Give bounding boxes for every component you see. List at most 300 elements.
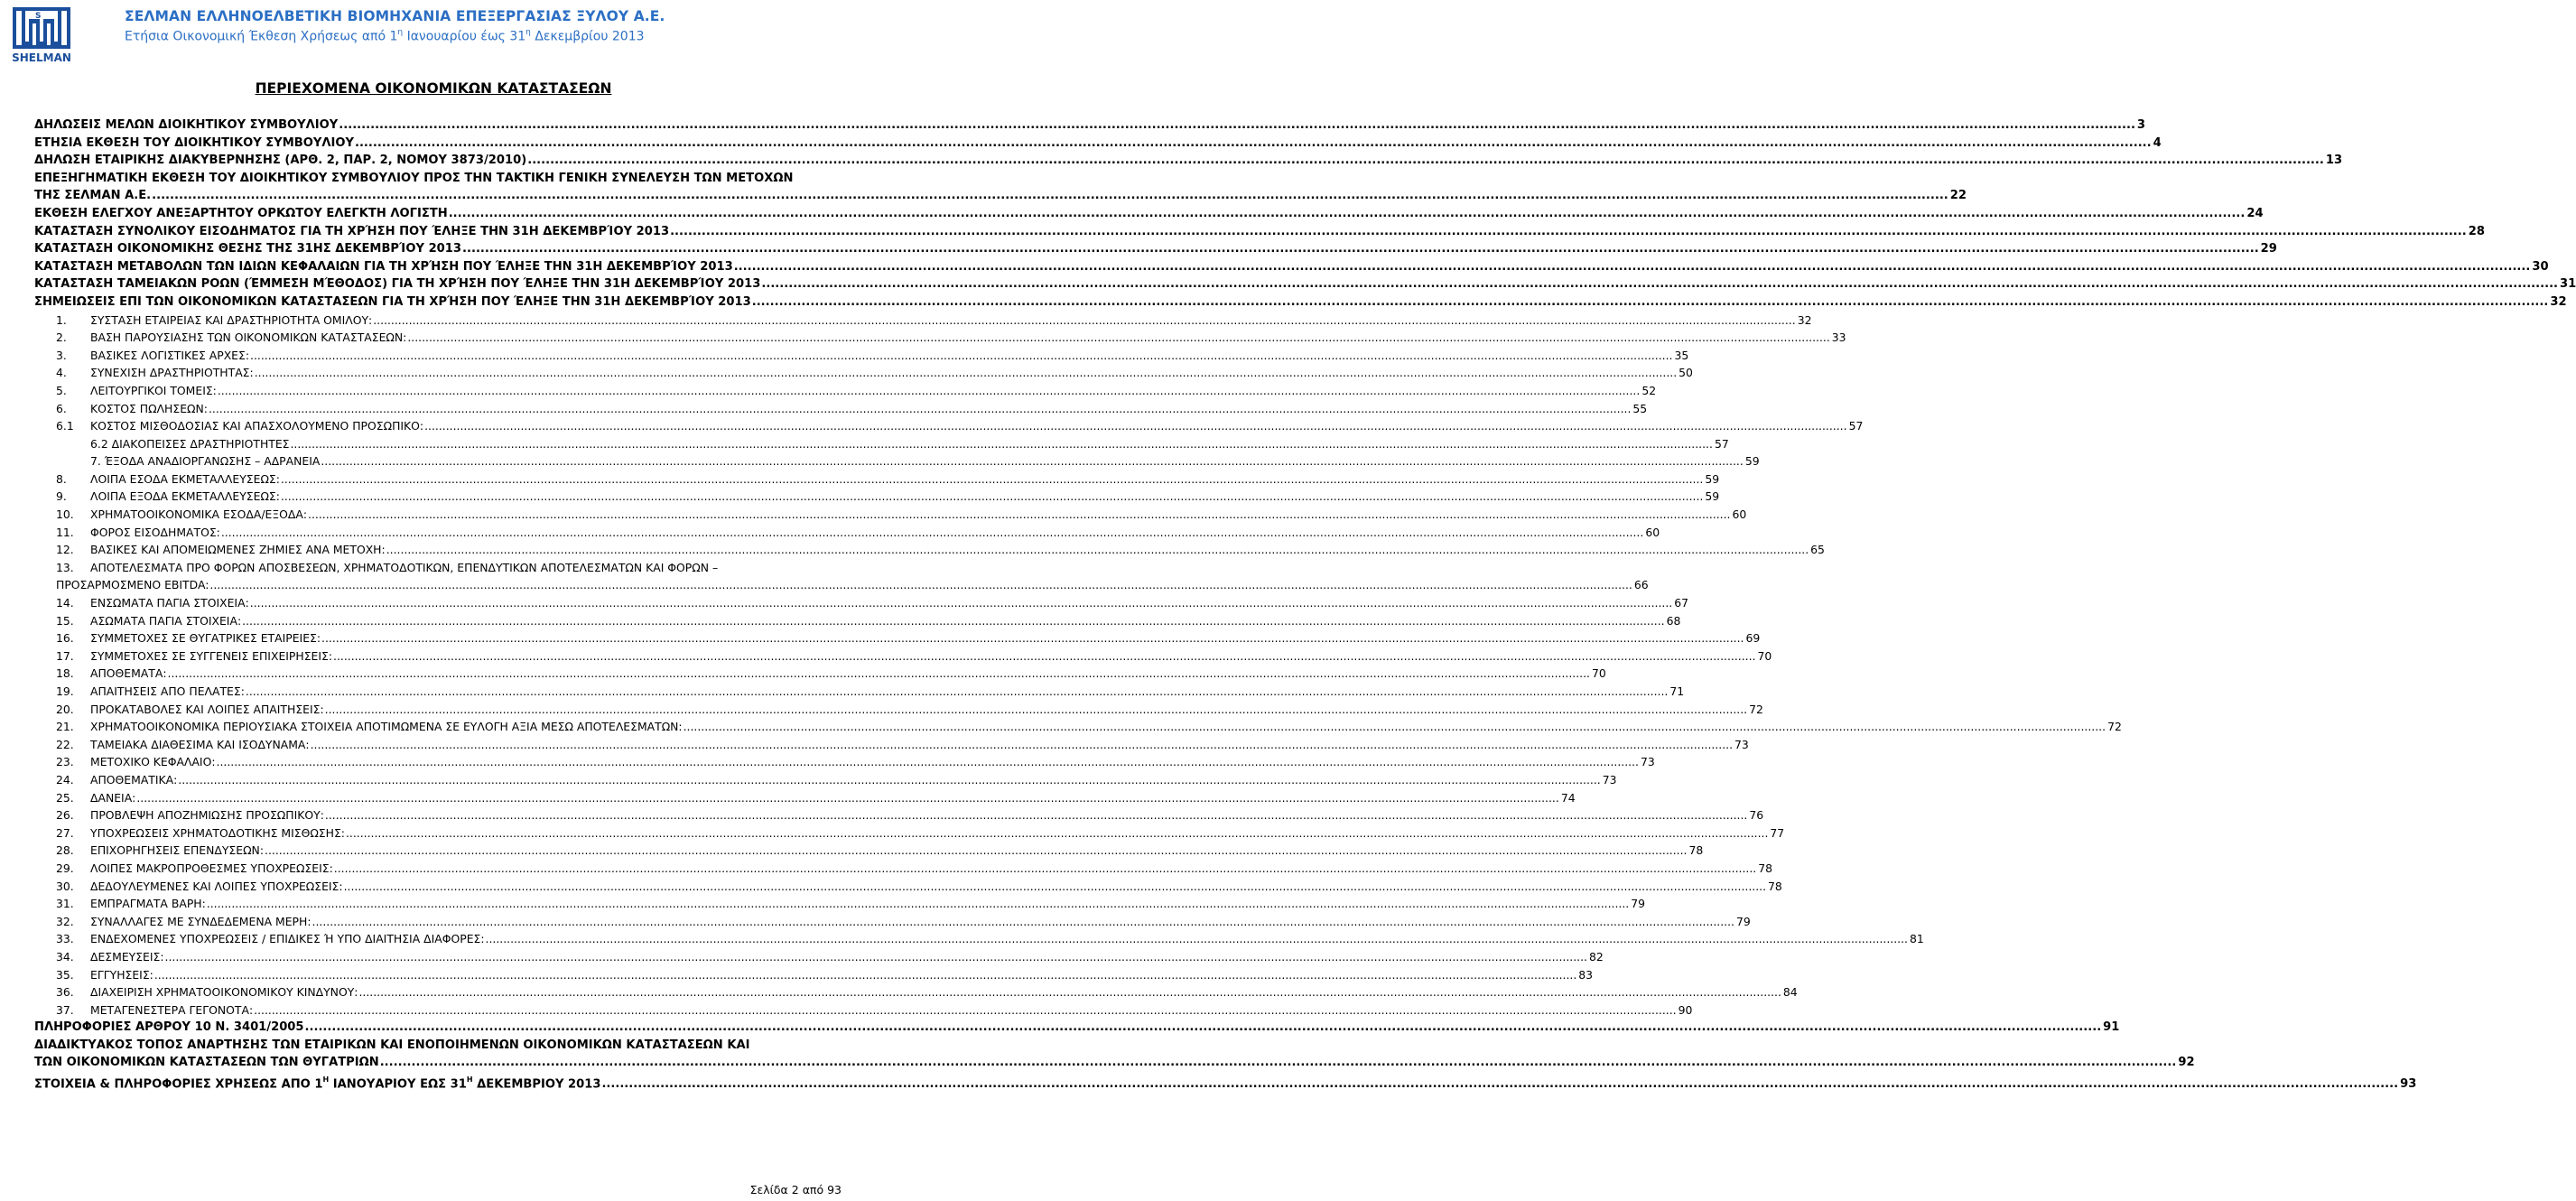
toc-entry[interactable] (34, 701, 1763, 719)
toc-entry-line (90, 789, 1576, 807)
toc-entry[interactable] (34, 135, 2162, 153)
toc-entry[interactable] (34, 736, 1749, 754)
toc-dot-leader: ................................................................................................................................................................................................................................................................................................................................................................................................................ (339, 118, 2135, 132)
toc-entry-line (34, 152, 2343, 170)
toc-entry[interactable] (34, 948, 1604, 966)
toc-entry-text: ΣΗΜΕΙΩΣΕΙΣ ΕΠΙ ΤΩΝ ΟΙΚΟΝΟΜΙΚΩΝ ΚΑΤΑΣΤΑΣΕΩΝ ΓΙΑ ΤΗ ΧΡΉΣΗ ΠΟΥ ΈΛΗΞΕ ΤΗΝ 31Η ΔΕΚΕΜΒΡΊΟΥ 2013 (34, 293, 752, 312)
toc-entry-text: ΥΠΟΧΡΕΩΣΕΙΣ ΧΡΗΜΑΤΟΔΟΤΙΚΗΣ ΜΙΣΘΩΣΗΣ: (90, 824, 346, 843)
toc-entry[interactable] (34, 983, 1798, 1001)
toc-entry-line (34, 223, 2485, 241)
toc-entry-number: 3. (56, 348, 67, 362)
toc-entry[interactable] (34, 524, 1660, 542)
toc-entry-text: ΕΝΔΕΧΟΜΕΝΕΣ ΥΠΟΧΡΕΩΣΕΙΣ / ΕΠΙΔΙΚΕΣ Ή ΥΠΟ ΔΙΑΙΤΗΣΙΑ ΔΙΑΦΟΡΕΣ: (90, 930, 486, 948)
toc-entry[interactable] (34, 470, 1720, 489)
toc-entry[interactable] (34, 806, 1764, 824)
toc-dot-leader: ................................................................................................................................................................................................................................................................................................................................................................................................................ (407, 331, 1830, 345)
toc-entry-text: ΣΤΟΙΧΕΙΑ & ΠΛΗΡΟΦΟΡΙΕΣ ΧΡΗΣΕΩΣ ΑΠΟ $1^H$ ΙΑΝΟΥΑΡΙΟΥ ΕΩΣ $31^H$ ΔΕΚΕΜΒΡΙΟΥ 2013 (34, 1072, 601, 1094)
toc-entry-line (90, 612, 1681, 630)
toc-entry[interactable] (34, 612, 1681, 630)
toc-entry-text: ΑΠΟΘΕΜΑΤΑ: (90, 665, 168, 683)
toc-page-number: 73 (1639, 753, 1655, 771)
toc-entry-continuation (34, 1054, 2195, 1072)
toc-entry[interactable] (34, 878, 1782, 896)
toc-dot-leader: ................................................................................................................................................................................................................................................................................................................................................................................................................ (485, 932, 1908, 946)
toc-entry-number: 8. (56, 471, 67, 486)
toc-dot-leader: ................................................................................................................................................................................................................................................................................................................................................................................................................ (683, 720, 2106, 734)
toc-entry-text: ΔΑΝΕΙΑ: (90, 789, 136, 807)
toc-page-number: 24 (2245, 205, 2263, 223)
toc-page-number: 93 (2398, 1075, 2416, 1094)
toc-entry[interactable] (34, 258, 2549, 276)
toc-entry-number: 23. (56, 755, 74, 769)
toc-page-number: 13 (2324, 152, 2342, 170)
toc-page-number: 52 (1640, 382, 1656, 400)
toc-entry[interactable] (34, 1037, 866, 1055)
toc-entry-text: ΚΑΤΑΣΤΑΣΗ ΜΕΤΑΒΟΛΩΝ ΤΩΝ ΙΔΙΩΝ ΚΕΦΑΛΑΙΩΝ ΓΙΑ ΤΗ ΧΡΉΣΗ ΠΟΥ ΈΛΗΞΕ ΤΗΝ 31Η ΔΕΚΕΜΒΡΊΟΥ 2013 (34, 258, 734, 276)
toc-entry-number: 6. (56, 401, 67, 415)
toc-page-number: 92 (2176, 1054, 2194, 1072)
toc-entry-text: ΕΝΣΩΜΑΤΑ ΠΑΓΙΑ ΣΤΟΙΧΕΙΑ: (90, 594, 250, 612)
toc-entry-number: 19. (56, 684, 74, 698)
toc-entry-line (34, 1019, 2120, 1037)
toc-entry-line (90, 753, 1655, 771)
toc-dot-leader: ................................................................................................................................................................................................................................................................................................................................................................................................................ (527, 154, 2324, 168)
toc-entry[interactable] (34, 930, 1924, 948)
toc-entry[interactable] (34, 1019, 2120, 1037)
toc-page-number: 81 (1908, 930, 1924, 948)
toc-entry-number: 36. (56, 985, 74, 1000)
toc-entry-text: ΛΟΙΠΑ ΕΞΟΔΑ ΕΚΜΕΤΑΛΛΕΥΣΕΩΣ: (90, 488, 281, 506)
toc-dot-leader: ................................................................................................................................................................................................................................................................................................................................................................................................................ (164, 949, 1587, 964)
toc-entry-number: 26. (56, 808, 74, 823)
toc-page-number: 32 (2548, 293, 2566, 312)
toc-entry-text: ΑΠΑΙΤΗΣΕΙΣ ΑΠΟ ΠΕΛΑΤΕΣ: (90, 683, 246, 701)
toc-page-number: 78 (1766, 878, 1782, 896)
toc-entry-text: ΛΕΙΤΟΥΡΓΙΚΟΙ ΤΟΜΕΙΣ: (90, 382, 218, 400)
toc-page-number: 70 (1590, 665, 1606, 683)
toc-entry-line (90, 488, 1720, 506)
toc-entry[interactable] (34, 771, 1617, 789)
toc-entry[interactable] (34, 205, 2264, 223)
toc-entry[interactable] (34, 417, 1864, 435)
toc-dot-leader: ................................................................................................................................................................................................................................................................................................................................................................................................................ (733, 259, 2531, 274)
toc-entry-text: ΤΑΜΕΙΑΚΑ ΔΙΑΘΕΣΙΜΑ ΚΑΙ ΙΣΟΔΥΝΑΜΑ: (90, 736, 311, 754)
toc-entry-line (90, 842, 1704, 860)
toc-dot-leader: ................................................................................................................................................................................................................................................................................................................................................................................................................ (761, 277, 2559, 292)
toc-dot-leader: ................................................................................................................................................................................................................................................................................................................................................................................................................ (379, 1056, 2177, 1070)
toc-dot-leader: ................................................................................................................................................................................................................................................................................................................................................................................................................ (217, 383, 1641, 397)
toc-page-number: 79 (1734, 913, 1751, 931)
toc-page-number: 70 (1756, 647, 1772, 666)
toc-entry-number: 16. (56, 631, 74, 646)
toc-page-number: 50 (1677, 364, 1693, 382)
toc-dot-leader: ................................................................................................................................................................................................................................................................................................................................................................................................................ (462, 242, 2259, 256)
toc-entry[interactable] (34, 488, 1720, 506)
toc-entry-line (34, 187, 1967, 205)
toc-page-number: 84 (1781, 983, 1798, 1001)
toc-entry-text: ΤΗΣ ΣΕΛΜΑΝ Α.Ε. (34, 187, 152, 205)
company-name: ΣΕΛΜΑΝ ΕΛΛΗΝΟΕΛΒΕΤΙΚΗ ΒΙΟΜΗΧΑΝΙΑ ΕΠΕΞΕΡΓΑΣΙΑΣ ΞΥΛΟΥ Α.Ε. (125, 8, 665, 24)
toc-page-number: 83 (1576, 966, 1593, 984)
report-subtitle: Ετήσια Οικονομική Έκθεση Χρήσεως από $1^\eta$ Ιανουαρίου έως $31^\eta$ Δεκεμβρίου 2013 (125, 28, 645, 44)
toc-entry-continuation (34, 576, 1649, 594)
toc-entry-line (90, 506, 1747, 524)
page-number-footer: Σελίδα 2 από 93 (749, 1183, 842, 1196)
toc-entry-line (90, 524, 1660, 542)
toc-entry-text: ΧΡΗΜΑΤΟΟΙΚΟΝΟΜΙΚΑ ΠΕΡΙΟΥΣΙΑΚΑ ΣΤΟΙΧΕΙΑ ΑΠΟΤΙΜΩΜΕΝΑ ΣΕ ΕΥΛΟΓΗ ΑΞΙΑ ΜΕΣΩ ΑΠΟΤΕΛΕΣΜΑΤΩΝ: (90, 718, 684, 736)
toc-page-number: 32 (1796, 312, 1812, 330)
toc-entry-line (90, 860, 1772, 878)
toc-entry-line (34, 205, 2264, 223)
toc-entry-number: 1. (56, 312, 67, 327)
toc-entry-line (90, 1001, 1693, 1019)
toc-dot-leader: ................................................................................................................................................................................................................................................................................................................................................................................................................ (290, 436, 1713, 451)
toc-entry-text: ΔΙΑΔΙΚΤΥΑΚΟΣ ΤΟΠΟΣ ΑΝΑΡΤΗΣΗΣ ΤΩΝ ΕΤΑΙΡΙΚΩΝ ΚΑΙ ΕΝΟΠΟΙΗΜΕΝΩΝ ΟΙΚΟΝΟΜΙΚΩΝ ΚΑΤΑΣΤΑΣΕΩΝ ΚΑΙ (34, 1038, 750, 1052)
toc-entry-line (90, 701, 1763, 719)
toc-entry-line (90, 347, 1689, 365)
toc-entry-number: 25. (56, 790, 74, 805)
toc-page-number: 57 (1713, 435, 1729, 453)
toc-entry-text: ΧΡΗΜΑΤΟΟΙΚΟΝΟΜΙΚΑ ΕΣΟΔΑ/ΕΞΟΔΑ: (90, 506, 308, 524)
toc-entry-text: ΜΕΤΑΓΕΝΕΣΤΕΡΑ ΓΕΓΟΝΟΤΑ: (90, 1001, 254, 1019)
toc-dot-leader: ................................................................................................................................................................................................................................................................................................................................................................................................................ (153, 967, 1577, 982)
toc-dot-leader: ................................................................................................................................................................................................................................................................................................................................................................................................................ (751, 294, 2549, 309)
toc-entry-text: ΠΡΟΚΑΤΑΒΟΛΕΣ ΚΑΙ ΛΟΙΠΕΣ ΑΠΑΙΤΗΣΕΙΣ: (90, 701, 325, 719)
toc-entry-line (90, 718, 2122, 736)
toc-page-number: 65 (1809, 541, 1825, 559)
toc-entry-text: ΚΟΣΤΟΣ ΠΩΛΗΣΕΩΝ: (90, 400, 209, 418)
toc-entry[interactable] (34, 629, 1761, 647)
toc-entry[interactable] (34, 435, 1729, 453)
toc-entry-text: ΠΡΟΣΑΡΜΟΣΜΕΝΟ EBITDA: (56, 576, 209, 594)
toc-dot-leader: ................................................................................................................................................................................................................................................................................................................................................................................................................ (209, 578, 1632, 592)
toc-entry[interactable] (34, 895, 1646, 913)
toc-dot-leader: ................................................................................................................................................................................................................................................................................................................................................................................................................ (216, 755, 1639, 769)
toc-entry-number: 4. (56, 366, 67, 380)
toc-entry-text: ΕΜΠΡΑΓΜΑΤΑ ΒΑΡΗ: (90, 895, 207, 913)
toc-page-number: 55 (1631, 400, 1647, 418)
toc-dot-leader: ................................................................................................................................................................................................................................................................................................................................................................................................................ (206, 897, 1630, 911)
toc-page-number: 72 (2106, 718, 2122, 736)
page-header (0, 0, 867, 68)
toc-entry-line (90, 683, 1685, 701)
svg-text:S: S (35, 12, 42, 21)
toc-entry-number: 30. (56, 879, 74, 893)
toc-entry-number: 10. (56, 507, 74, 522)
toc-entry-text: ΔΙΑΧΕΙΡΙΣΗ ΧΡΗΜΑΤΟΟΙΚΟΝΟΜΙΚΟΥ ΚΙΝΔΥΝΟΥ: (90, 983, 358, 1001)
toc-dot-leader: ................................................................................................................................................................................................................................................................................................................................................................................................................ (333, 861, 1757, 875)
toc-page-number: 78 (1756, 860, 1772, 878)
toc-page-number: 68 (1665, 612, 1681, 630)
toc-entry-text: ΚΑΤΑΣΤΑΣΗ ΣΥΝΟΛΙΚΟΥ ΕΙΣΟΔΗΜΑΤΟΣ ΓΙΑ ΤΗ ΧΡΉΣΗ ΠΟΥ ΈΛΗΞΕ ΤΗΝ 31Η ΔΕΚΕΜΒΡΊΟΥ 2013 (34, 223, 670, 241)
toc-page-number: 29 (2259, 240, 2277, 258)
toc-entry[interactable] (34, 240, 2277, 258)
toc-page-number: 73 (1601, 771, 1617, 789)
toc-entry-number: 14. (56, 596, 74, 610)
toc-entry[interactable] (34, 824, 1785, 843)
toc-dot-leader: ................................................................................................................................................................................................................................................................................................................................................................................................................ (254, 366, 1678, 380)
toc-dot-leader: ................................................................................................................................................................................................................................................................................................................................................................................................................ (324, 702, 1748, 716)
toc-entry-line (90, 435, 1729, 453)
toc-entry-number: 37. (56, 1002, 74, 1017)
toc-page-number: 77 (1768, 824, 1784, 843)
toc-dot-leader: ................................................................................................................................................................................................................................................................................................................................................................................................................ (249, 596, 1673, 610)
toc-dot-leader: ................................................................................................................................................................................................................................................................................................................................................................................................................ (304, 1020, 2102, 1035)
toc-dot-leader: ................................................................................................................................................................................................................................................................................................................................................................................................................ (345, 825, 1769, 840)
toc-entry-number: 24. (56, 772, 74, 787)
toc-entry-number: 11. (56, 525, 74, 539)
toc-entry-line (34, 1054, 2195, 1072)
toc-entry[interactable] (34, 1072, 2417, 1092)
toc-page-number: 60 (1731, 506, 1747, 524)
toc-entry[interactable] (34, 452, 1760, 470)
toc-entry[interactable] (34, 647, 1772, 666)
toc-entry[interactable] (34, 170, 866, 188)
toc-entry-text: ΠΡΟΒΛΕΨΗ ΑΠΟΖΗΜΙΩΣΗΣ ΠΡΟΣΩΠΙΚΟΥ: (90, 806, 325, 824)
toc-entry-line (90, 878, 1782, 896)
toc-entry-number: 5. (56, 383, 67, 397)
toc-entry-line (90, 665, 1606, 683)
toc-entry-text: ΕΤΗΣΙΑ ΕΚΘΕΣΗ ΤΟΥ ΔΙΟΙΚΗΤΙΚΟΥ ΣΥΜΒΟΥΛΙΟΥ (34, 135, 355, 153)
toc-entry[interactable] (34, 347, 1689, 365)
toc-page-number: 73 (1733, 736, 1749, 754)
toc-entry-text: ΣΥΜΜΕΤΟΧΕΣ ΣΕ ΣΥΓΓΕΝΕΙΣ ΕΠΙΧΕΙΡΗΣΕΙΣ: (90, 647, 333, 666)
toc-dot-leader: ................................................................................................................................................................................................................................................................................................................................................................................................................ (245, 684, 1669, 698)
svg-text:SHELMAN: SHELMAN (12, 51, 71, 64)
toc-entry[interactable] (34, 223, 2485, 241)
toc-entry-line (90, 966, 1594, 984)
toc-entry-continuation (34, 187, 1967, 205)
toc-entry-text: ΑΠΟΘΕΜΑΤΙΚΑ: (90, 771, 178, 789)
toc-entry-number: 2. (56, 331, 67, 345)
toc-entry-line (34, 293, 2567, 312)
toc-entry-text: ΑΣΩΜΑΤΑ ΠΑΓΙΑ ΣΤΟΙΧΕΙΑ: (90, 612, 242, 630)
toc-entry[interactable] (34, 364, 1693, 382)
toc-page-number: 60 (1643, 524, 1660, 542)
toc-entry[interactable] (34, 753, 1655, 771)
toc-page-number: 22 (1948, 187, 1967, 205)
toc-entry-number: 27. (56, 825, 74, 840)
toc-entry-text: ΔΕΔΟΥΛΕΥΜΕΝΕΣ ΚΑΙ ΛΟΙΠΕΣ ΥΠΟΧΡΕΩΣΕΙΣ: (90, 878, 344, 896)
toc-entry-line (34, 116, 2146, 135)
toc-page-number: 74 (1559, 789, 1576, 807)
toc-entry-line (90, 594, 1688, 612)
toc-entry[interactable] (34, 913, 1751, 931)
toc-entry[interactable] (34, 683, 1685, 701)
toc-entry-text: ΔΕΣΜΕΥΣΕΙΣ: (90, 948, 165, 966)
toc-entry-text: ΦΟΡΟΣ ΕΙΣΟΔΗΜΑΤΟΣ: (90, 524, 221, 542)
toc-dot-leader: ................................................................................................................................................................................................................................................................................................................................................................................................................ (280, 489, 1704, 504)
toc-entry-line (90, 364, 1693, 382)
toc-page-number: 31 (2558, 275, 2576, 293)
toc-dot-leader: ................................................................................................................................................................................................................................................................................................................................................................................................................ (265, 843, 1688, 858)
toc-entry-number: 28. (56, 843, 74, 858)
toc-entry-line (90, 983, 1798, 1001)
toc-entry-text: ΕΠΙΧΟΡΗΓΗΣΕΙΣ ΕΠΕΝΔΥΣΕΩΝ: (90, 842, 265, 860)
toc-page-number: 30 (2530, 258, 2548, 276)
toc-page-number: 59 (1703, 470, 1719, 489)
toc-entry[interactable] (34, 860, 1772, 878)
toc-title: ΠΕΡΙΕΧΟΜΕΝΑ ΟΙΚΟΝΟΜΙΚΩΝ ΚΑΤΑΣΤΑΣΕΩΝ (255, 80, 612, 97)
toc-page-number: 57 (1847, 417, 1864, 435)
toc-entry-number: 21. (56, 720, 74, 734)
toc-page-number: 72 (1747, 701, 1763, 719)
toc-entry-number: 29. (56, 861, 74, 875)
toc-entry-text: ΣΥΝΑΛΛΑΓΕΣ ΜΕ ΣΥΝΔΕΔΕΜΕΝΑ ΜΕΡΗ: (90, 913, 312, 931)
toc-dot-leader: ................................................................................................................................................................................................................................................................................................................................................................................................................ (310, 737, 1734, 751)
toc-entry-line (90, 824, 1785, 843)
toc-entry-line (90, 452, 1760, 470)
toc-dot-leader: ................................................................................................................................................................................................................................................................................................................................................................................................................ (601, 1077, 2399, 1092)
toc-dot-leader: ................................................................................................................................................................................................................................................................................................................................................................................................................ (308, 507, 1731, 522)
toc-dot-leader: ................................................................................................................................................................................................................................................................................................................................................................................................................ (312, 914, 1734, 928)
toc-entry-line (90, 913, 1751, 931)
toc-entry-line (90, 312, 1812, 330)
toc-entry-line (34, 1072, 2417, 1094)
toc-entry-text: ΠΛΗΡΟΦΟΡΙΕΣ ΑΡΘΡΟΥ 10 Ν. 3401/2005 (34, 1019, 305, 1037)
toc-entry-number: 17. (56, 648, 74, 663)
toc-dot-leader: ................................................................................................................................................................................................................................................................................................................................................................................................................ (386, 543, 1809, 557)
toc-dot-leader: ................................................................................................................................................................................................................................................................................................................................................................................................................ (220, 525, 1644, 539)
toc-dot-leader: ................................................................................................................................................................................................................................................................................................................................................................................................................ (670, 224, 2467, 238)
toc-entry[interactable] (34, 594, 1688, 612)
toc-entry-number: 13. (56, 560, 74, 574)
toc-dot-leader: ................................................................................................................................................................................................................................................................................................................................................................................................................ (152, 189, 1948, 203)
toc-page-number: 69 (1744, 629, 1761, 647)
toc-dot-leader: ................................................................................................................................................................................................................................................................................................................................................................................................................ (250, 348, 1673, 362)
toc-entry-text: ΔΗΛΩΣΕΙΣ ΜΕΛΩΝ ΔΙΟΙΚΗΤΙΚΟΥ ΣΥΜΒΟΥΛΙΟΥ (34, 116, 339, 135)
toc-entry-text: ΚΑΤΑΣΤΑΣΗ ΟΙΚΟΝΟΜΙΚΗΣ ΘΕΣΗΣ ΤΗΣ 31ΗΣ ΔΕΚΕΜΒΡΊΟΥ 2013 (34, 240, 462, 258)
toc-page-number: 4 (2152, 135, 2162, 153)
toc-entry-text: ΚΑΤΑΣΤΑΣΗ ΤΑΜΕΙΑΚΩΝ ΡΟΩΝ (ΈΜΜΕΣΗ ΜΈΘΟΔΟΣ) ΓΙΑ ΤΗ ΧΡΉΣΗ ΠΟΥ ΈΛΗΞΕ ΤΗΝ 31Η ΔΕΚΕΜΒΡΊΟΥ 2013 (34, 275, 761, 293)
toc-dot-leader: ................................................................................................................................................................................................................................................................................................................................................................................................................ (208, 401, 1632, 415)
toc-entry-line (34, 275, 2576, 293)
toc-dot-leader: ................................................................................................................................................................................................................................................................................................................................................................................................................ (136, 790, 1559, 805)
toc-entry-text: ΕΚΘΕΣΗ ΕΛΕΓΧΟΥ ΑΝΕΞΑΡΤΗΤΟΥ ΟΡΚΩΤΟΥ ΕΛΕΓΚΤΗ ΛΟΓΙΣΤΗ (34, 205, 449, 223)
toc-entry-number: 18. (56, 666, 74, 681)
toc-dot-leader: ................................................................................................................................................................................................................................................................................................................................................................................................................ (448, 206, 2246, 220)
toc-page-number: 78 (1687, 842, 1703, 860)
toc-entry[interactable] (34, 275, 2576, 293)
toc-dot-leader: ................................................................................................................................................................................................................................................................................................................................................................................................................ (321, 454, 1744, 469)
toc-page-number: 59 (1744, 452, 1760, 470)
toc-entry-line (34, 240, 2277, 258)
toc-entry[interactable] (34, 329, 1846, 347)
toc-dot-leader: ................................................................................................................................................................................................................................................................................................................................................................................................................ (324, 808, 1748, 823)
toc-entry-line (90, 948, 1604, 966)
toc-entry-number: 33. (56, 932, 74, 946)
toc-dot-leader: ................................................................................................................................................................................................................................................................................................................................................................................................................ (242, 613, 1665, 628)
toc-entry-line (90, 417, 1864, 435)
toc-entry[interactable] (34, 506, 1747, 524)
toc-page-number: 71 (1668, 683, 1684, 701)
toc-entry[interactable] (34, 541, 1825, 559)
toc-page-number: 59 (1703, 488, 1719, 506)
toc-dot-leader: ................................................................................................................................................................................................................................................................................................................................................................................................................ (343, 879, 1767, 893)
shelman-logo-icon (5, 5, 78, 65)
toc-entry-text: ΜΕΤΟΧΙΚΟ ΚΕΦΑΛΑΙΟ: (90, 753, 217, 771)
toc-dot-leader: ................................................................................................................................................................................................................................................................................................................................................................................................................ (354, 135, 2152, 150)
toc-dot-leader: ................................................................................................................................................................................................................................................................................................................................................................................................................ (358, 985, 1781, 1000)
toc-entry-text: ΣΥΝΕΧΙΣΗ ΔΡΑΣΤΗΡΙΟΤΗΤΑΣ: (90, 364, 255, 382)
toc-entry-text: ΔΗΛΩΣΗ ΕΤΑΙΡΙΚΗΣ ΔΙΑΚΥΒΕΡΝΗΣΗΣ (ΑΡΘ. 2, ΠΑΡ. 2, ΝΟΜΟΥ 3873/2010) (34, 152, 527, 170)
toc-entry-number: 20. (56, 702, 74, 716)
toc-entry-text: ΒΑΣΙΚΕΣ ΛΟΓΙΣΤΙΚΕΣ ΑΡΧΕΣ: (90, 347, 250, 365)
toc-entry-line (90, 895, 1646, 913)
toc-entry[interactable] (34, 1001, 1693, 1019)
toc-entry-text: 7. ΈΞΟΔΑ ΑΝΑΔΙΟΡΓΑΝΩΣΗΣ – ΑΔΡΑΝΕΙΑ (90, 452, 321, 470)
toc-entry-text: ΕΠΕΞΗΓΗΜΑΤΙΚΗ ΕΚΘΕΣΗ ΤΟΥ ΔΙΟΙΚΗΤΙΚΟΥ ΣΥΜΒΟΥΛΙΟΥ ΠΡΟΣ ΤΗΝ ΤΑΚΤΙΚΗ ΓΕΝΙΚΗ ΣΥΝΕΛΕΥΣΗ ΤΩΝ ΜΕΤΟΧΩΝ (34, 171, 794, 185)
table-of-contents (34, 116, 2576, 1092)
toc-entry-line (56, 576, 1649, 594)
toc-entry-number: 6.1 (56, 419, 74, 433)
toc-entry-text: ΒΑΣΙΚΕΣ ΚΑΙ ΑΠΟΜΕΙΩΜΕΝΕΣ ΖΗΜΙΕΣ ΑΝΑ ΜΕΤΟΧΗ: (90, 541, 386, 559)
toc-entry[interactable] (34, 116, 2146, 135)
toc-entry-line (90, 541, 1825, 559)
toc-entry[interactable] (34, 400, 1648, 418)
toc-entry[interactable] (34, 665, 1606, 683)
toc-entry[interactable] (34, 842, 1704, 860)
toc-entry[interactable] (34, 152, 2343, 170)
toc-entry[interactable] (34, 718, 2122, 736)
toc-entry-text: 6.2 ΔΙΑΚΟΠΕΙΣΕΣ ΔΡΑΣΤΗΡΙΟΤΗΤΕΣ (90, 435, 290, 453)
toc-entry-line (90, 329, 1846, 347)
toc-entry[interactable] (34, 382, 1657, 400)
toc-entry-line (90, 771, 1617, 789)
toc-entry-number: 22. (56, 737, 74, 751)
toc-page-number: 90 (1677, 1001, 1693, 1019)
toc-entry[interactable] (34, 293, 2567, 312)
toc-entry[interactable] (34, 312, 1812, 330)
toc-dot-leader: ................................................................................................................................................................................................................................................................................................................................................................................................................ (321, 631, 1744, 646)
toc-entry-number: 34. (56, 949, 74, 964)
toc-entry-line (90, 470, 1720, 489)
toc-page-number: 76 (1747, 806, 1763, 824)
toc-dot-leader: ................................................................................................................................................................................................................................................................................................................................................................................................................ (178, 772, 1601, 787)
toc-entry-line (90, 930, 1924, 948)
toc-dot-leader: ................................................................................................................................................................................................................................................................................................................................................................................................................ (424, 419, 1847, 433)
toc-entry-number: 9. (56, 489, 67, 504)
toc-dot-leader: ................................................................................................................................................................................................................................................................................................................................................................................................................ (254, 1002, 1677, 1017)
toc-page-number: 79 (1629, 895, 1645, 913)
toc-entry-text: ΤΩΝ ΟΙΚΟΝΟΜΙΚΩΝ ΚΑΤΑΣΤΑΣΕΩΝ ΤΩΝ ΘΥΓΑΤΡΙΩΝ (34, 1054, 380, 1072)
toc-entry-line (34, 258, 2549, 276)
toc-entry-text: ΕΓΓΥΗΣΕΙΣ: (90, 966, 154, 984)
toc-entry-number: 35. (56, 967, 74, 982)
toc-entry[interactable] (34, 966, 1594, 984)
toc-dot-leader: ................................................................................................................................................................................................................................................................................................................................................................................................................ (333, 648, 1756, 663)
toc-entry[interactable] (34, 789, 1576, 807)
toc-entry-line (90, 736, 1749, 754)
toc-entry-text: ΑΠΟΤΕΛΕΣΜΑΤΑ ΠΡΟ ΦΟΡΩΝ ΑΠΟΣΒΕΣΕΩΝ, ΧΡΗΜΑΤΟΔΟΤΙΚΩΝ, ΕΠΕΝΔΥΤΙΚΩΝ ΑΠΟΤΕΛΕΣΜΑΤΩΝ ΚΑΙ ΦΟΡΩΝ – (90, 560, 719, 574)
toc-page-number: 3 (2135, 116, 2145, 135)
toc-entry-line (90, 629, 1761, 647)
toc-entry-line (34, 135, 2162, 153)
toc-entry-text: ΒΑΣΗ ΠΑΡΟΥΣΙΑΣΗΣ ΤΩΝ ΟΙΚΟΝΟΜΙΚΩΝ ΚΑΤΑΣΤΑΣΕΩΝ: (90, 329, 407, 347)
toc-page-number: 82 (1587, 948, 1604, 966)
toc-page-number: 35 (1672, 347, 1688, 365)
toc-entry-number: 31. (56, 897, 74, 911)
toc-entry-line (90, 647, 1772, 666)
toc-entry-number: 15. (56, 613, 74, 628)
toc-entry-line (90, 400, 1648, 418)
toc-page-number: 66 (1632, 576, 1649, 594)
toc-page-number: 91 (2101, 1019, 2119, 1037)
toc-entry-line (90, 806, 1764, 824)
toc-entry[interactable] (34, 559, 866, 577)
toc-entry-line (90, 382, 1657, 400)
toc-entry-text: ΛΟΙΠΕΣ ΜΑΚΡΟΠΡΟΘΕΣΜΕΣ ΥΠΟΧΡΕΩΣΕΙΣ: (90, 860, 334, 878)
